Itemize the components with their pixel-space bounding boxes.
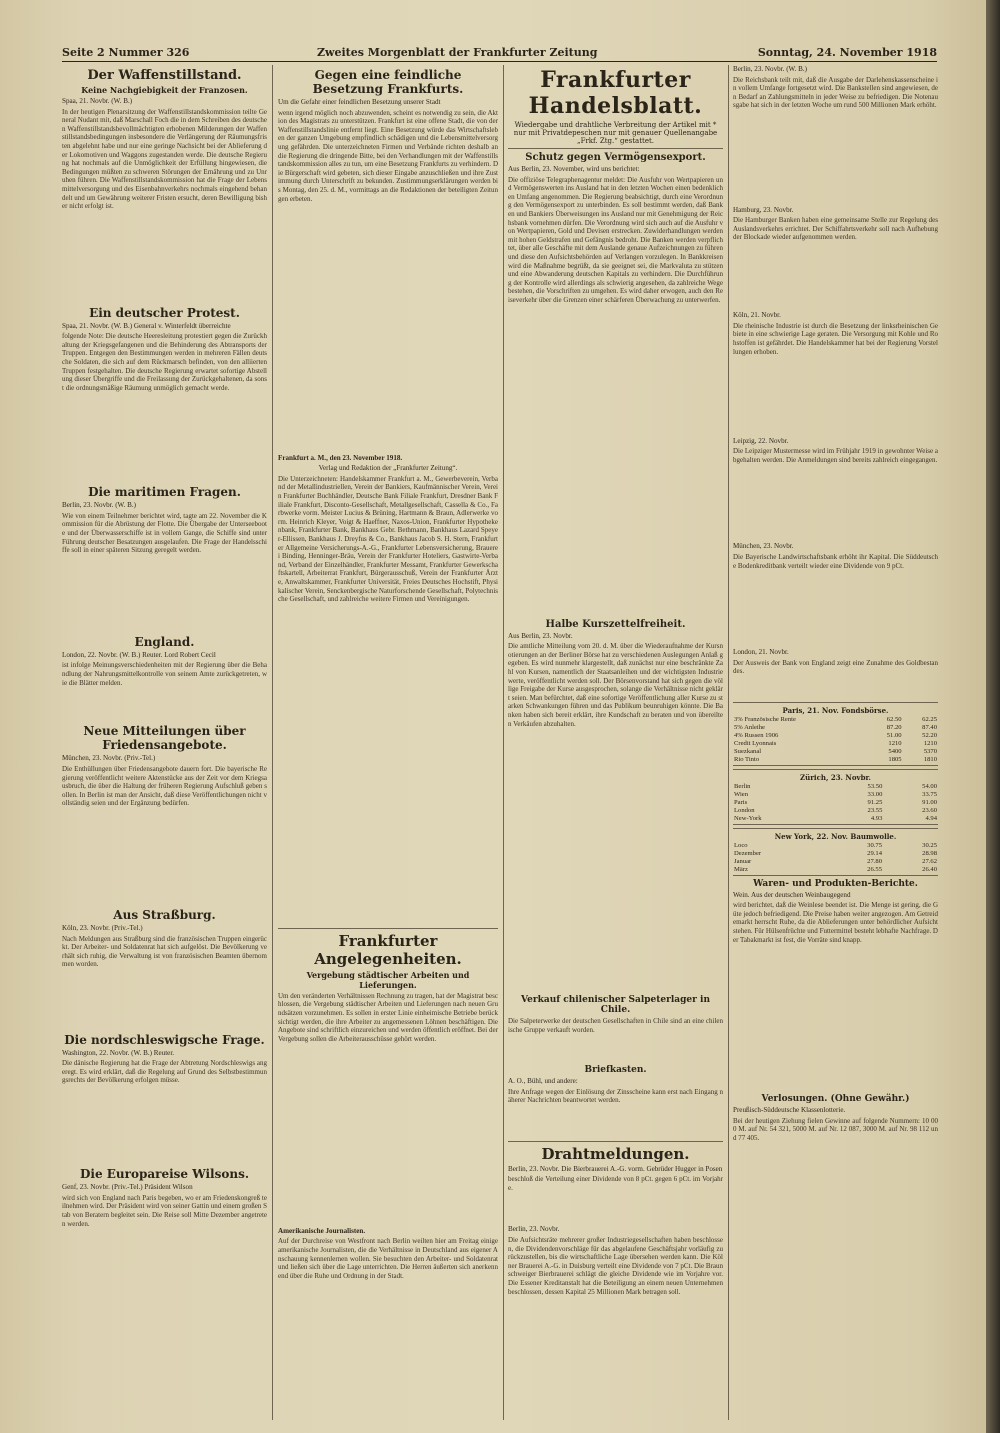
- article-lead: A. O., Bühl, und andere:: [508, 1077, 578, 1086]
- quote-name: Berlin: [734, 782, 751, 790]
- quote-value: 30.25: [922, 841, 937, 849]
- section-divider: [278, 928, 498, 929]
- quote-value: 23.60: [922, 806, 937, 814]
- signatories-list: Die Unterzeichneten: Handelskammer Frankfurt a. M., Gewerbeverein, Verband der Metallindustriellen, Verein der Bankiers, Kaufmännischer Verein, Verein Frankfurter Buchhändler, Deutsche Bank Filiale Frankfurt, Dresdner Bank Filiale Frankfurt, Disconto-Gesellschaft, Metallgesellschaft, Cassella & Co., Farbwerke vorm. Meister Lucius & Brüning, Hartmann & Braun, Adlerwerke vorm. Heinrich Kleyer, Voigt & Haeffner, Naxos-Union, Frankfurter Hypothekenbank, Frankfurter Bank, Bankhaus Gebr. Bethmann, Bankhaus Lazard Speyer-Ellissen, Bankhaus J. Dreyfus & Co., Bankhaus Jacob S. H. Stern, Frankfurter Allgemeine Versicherungs-A.-G., Frankfurter Lebensversicherung, Brauerei Binding, Henninger-Bräu, Verein der Frankfurter Hoteliers, Gastwirte-Verband, Verband der Einzelhändler, Frankfurter Messamt, Frankfurter Gewerkschaftskartell, Arbeiterrat Frankfurt, Bürgerausschuß, Verein der Frankfurter Ärzte, Anwaltskammer, Frankfurter Universität, Freies Deutsches Hochstift, Physikalischer Verein, Senckenbergische Naturforschende Gesellschaft, Polytechnische Gesellschaft, und zahlreiche weitere Firmen und Vereinigungen.: [278, 474, 498, 604]
- article-body: Die offiziöse Telegraphenagentur meldet: Die Ausfuhr von Wertpapieren und Vermögenswerten ins Ausland hat in den letzten Wochen einen bedenklichen Umfang angenommen. Die Regierung beabsichtigt, durch eine Verordnung den Vermögensexport zu unterbinden. Es soll bestimmt werden, daß Banken und Bankiers Überweisungen ins Ausland nur mit Genehmigung der Reichsbank vornehmen dürfen. Die Verordnung wird sich auch auf die Ausfuhr von Wertpapieren, Gold und Devisen erstrecken. Zuwiderhandlungen werden mit hohen Geldstrafen und Gefängnis bedroht. Die Banken werden verpflichtet, über alle Geschäfte mit dem Auslande genaue Aufzeichnungen zu führen und diese den Aufsichtsbehörden auf Verlangen vorzulegen. In Bankkreisen wird die Maßnahme begrüßt, da sie geeignet sei, die Markvaluta zu stützen und eine Abwanderung deutschen Kapitals zu verhindern. Die Durchführung der Kontrolle wird allerdings als schwierig angesehen, da zahlreiche Wege bestehen, die Vorschriften zu umgehen. Es wird daher erwogen, auch den Reiseverkehr über die Grenzen einer schärferen Überwachung zu unterwerfen.: [508, 175, 723, 304]
- quote-value: 29.14: [867, 849, 882, 857]
- headline-peace-offers: Neue Mitteilungen über Friedensangebote.: [83, 724, 246, 753]
- table-row: [733, 850, 938, 858]
- quote-value: 1810: [923, 755, 937, 763]
- table-row: [733, 783, 938, 791]
- article-body: Die Aufsichtsräte mehrerer großer Industriegesellschaften haben beschlossen, die Dividendenvorschläge für das abgelaufene Geschäftsjahr vorläufig zurückzustellen, bis die wirtschaftliche Lage übersehen werden kann. Die Kölner Brauerei A.-G. in Duisburg verteilt eine Dividende von 7 pCt. Die Braunschweiger Bierbrauerei schlägt die gleiche Dividende wie im Vorjahre vor. Die Essener Kreditanstalt hat die Beteiligung an einem neuen Unternehmen beschlossen, dessen Kapital 25 Millionen Mark betragen soll.: [508, 1235, 723, 1296]
- column-2: [278, 65, 498, 1420]
- article-lead: Genf, 23. Novbr. (Priv.-Tel.) Präsident Wilson: [62, 1183, 193, 1192]
- quotes-table: [733, 716, 938, 764]
- article-body: Nach Meldungen aus Straßburg sind die französischen Truppen eingerückt. Der Arbeiter- und Soldatenrat hat sich aufgelöst. Die Bevölkerung verhält sich ruhig, die Verwaltung ist von französischen Beamten übernommen worden.: [62, 934, 267, 969]
- table-row: [733, 716, 938, 724]
- article-body: Wie von einem Teilnehmer berichtet wird, tagte am 22. November die Kommission für die Abrüstung der Flotte. Die Übergabe der Unterseeboote und der Überwasserschiffe ist in vollem Gange, die Schiffe sind unter Führung deutscher Besatzungen ausgelaufen. Die Frage der Handelsschiffe soll in einer späteren Sitzung geregelt werden.: [62, 511, 267, 555]
- quote-value: 53.50: [867, 782, 883, 790]
- quote-value: 1805: [888, 755, 902, 763]
- article-body: ist infolge Meinungsverschiedenheiten mit der Regierung über die Behandlung der Nahrungsmittelkontrolle von seinem Amte zurückgetreten, wie die Blätter melden.: [62, 661, 267, 687]
- article-body: Die dänische Regierung hat die Frage der Abtretung Nordschleswigs angeregt. Es wird erklärt, daß die Regelung auf Grund des Selbstbestimmungsrechts der Bevölkerung erfolgen müsse.: [62, 1059, 267, 1085]
- column-rule: [728, 65, 729, 1420]
- headline-schleswig: Die nordschleswigsche Frage.: [64, 1032, 265, 1047]
- article-body: Die Bayerische Landwirtschaftsbank erhöht ihr Kapital. Die Süddeutsche Bodenkreditbank verteilt wieder eine Dividende von 9 pCt.: [733, 552, 938, 570]
- quote-value: 5400: [888, 747, 902, 755]
- article-lead: Aus Berlin, 23. November, wird uns berichtet:: [508, 165, 640, 173]
- subheadline: Keine Nachgiebigkeit der Franzosen.: [81, 85, 248, 95]
- article-lead: Berlin, 23. Novbr. (W. B.): [733, 65, 808, 73]
- masthead-handelsblatt: Frankfurter Handelsblatt.: [528, 67, 703, 119]
- quote-value: 52.20: [922, 731, 937, 739]
- article-lead: Leipzig, 22. Novbr.: [733, 436, 789, 445]
- quote-value: 26.40: [922, 865, 937, 873]
- quote-name: März: [734, 865, 748, 873]
- table-row: [733, 748, 938, 756]
- masthead-note: Wiedergabe und drahtliche Verbreitung der Artikel mit * nur mit Privatdepeschen nur mit genauer Quellenangabe „Frkf. Ztg.“ gestattet.: [513, 121, 718, 145]
- article-lead: München, 23. Novbr. (Priv.-Tel.): [62, 754, 156, 763]
- table-row: [733, 791, 938, 799]
- article-lead: Wein. Aus der deutschen Weinbaugegend: [733, 890, 851, 899]
- table-row: [733, 815, 938, 823]
- quote-value: 91.00: [922, 798, 937, 806]
- article-body: wird sich von England nach Paris begeben, wo er am Friedenskongreß teilnehmen wird. Der Präsident wird von seiner Gattin und einem großen Stab von Beratern begleitet sein. Die Reise soll Mitte Dezember angetreten werden.: [62, 1193, 267, 1228]
- binding-gutter: [986, 0, 1000, 1433]
- column-rule: [272, 65, 273, 1420]
- headline-lotteries: Verlosungen. (Ohne Gewähr.): [761, 1094, 910, 1105]
- quote-name: London: [734, 806, 755, 814]
- headline-england: England.: [134, 634, 195, 649]
- table-row: [733, 799, 938, 807]
- article-lead: Spaa, 21. Novbr. (W. B.) General v. Winterfeldt überreichte: [62, 321, 231, 330]
- headline-saltpeter: Verkauf chilenischer Salpeterlager in Chile.: [521, 995, 710, 1016]
- quote-value: 91.25: [867, 798, 883, 806]
- page-header: [62, 45, 937, 62]
- quote-name: 4% Russen 1906: [734, 731, 779, 739]
- quote-value: 87.20: [886, 723, 902, 731]
- quote-name: Rio Tinto: [734, 755, 760, 763]
- column-rule: [503, 65, 504, 1420]
- quote-value: 5370: [923, 747, 937, 755]
- headline-mailbox: Briefkasten.: [584, 1065, 647, 1076]
- quote-name: Wien: [734, 790, 749, 798]
- quote-value: 62.50: [886, 715, 902, 723]
- article-body: wenn irgend möglich noch abzuwenden, scheint es notwendig zu sein, die Aktion des Magistrats zu unterstützen. Frankfurt ist eine offene Stadt, die von der Waffenstillstandslinie entfernt liegt. Eine Besetzung würde das Wirtschaftsleben der ganzen Umgebung empfindlich schädigen und die Lebensmittelversorgung gefährden. Die unterzeichneten Firmen und Verbände richten deshalb an die Regierung die dringende Bitte, bei den Verhandlungen mit der Waffenstillstandskommission alles zu tun, um eine Besetzung Frankfurts zu verhindern. Die Bürgerschaft wird gebeten, sich dieser Eingabe anzuschließen und ihre Zustimmung durch Unterschrift zu bekunden. Zustimmungserklärungen werden bis Montag, den 25. d. M., vormittags an die Redaktionen der beteiligten Zeitungen erbeten.: [278, 108, 498, 203]
- quote-value: 4.94: [925, 814, 937, 822]
- table-title: Paris, 21. Nov. Fondsbörse.: [782, 705, 889, 715]
- column-1: [62, 65, 267, 1420]
- quote-name: Januar: [734, 857, 752, 865]
- table-title: New York, 22. Nov. Baumwolle.: [774, 831, 897, 841]
- article-lead: Berlin, 23. Novbr. (W. B.): [62, 501, 137, 510]
- article-lead: Berlin, 23. Novbr. Die Bierbrauerei A.-G. vorm. Gebrüder Hugger in Posen: [508, 1164, 723, 1173]
- table-row: [733, 740, 938, 748]
- quote-value: 62.25: [922, 715, 937, 723]
- quote-value: 51.00: [886, 731, 902, 739]
- article-body: Die amtliche Mitteilung vom 20. d. M. über die Wiederaufnahme der Kursnotierungen an der Berliner Börse hat zu verschiedenen Auslegungen Anlaß gegeben. Es wird nunmehr klargestellt, daß zunächst nur eine beschränkte Zahl von Kursen, namentlich der Staatsanleihen und der wichtigsten Industriewerte, veröffentlicht werden soll. Der Börsenvorstand hat sich gegen die völlige Freigabe der Kurse ausgesprochen, solange die Verhältnisse nicht geklärt seien. Man befürchtet, daß eine sofortige Veröffentlichung aller Kurse zu starken Schwankungen führen und das Publikum beunruhigen könnte. Die Banken haben sich bereit erklärt, ihre Kundschaft zu beraten und von übereilten Verkäufen abzuhalten.: [508, 642, 723, 728]
- headline-armistice: Der Waffenstillstand.: [87, 68, 242, 83]
- headline-capital-flight: Schutz gegen Vermögensexport.: [525, 152, 706, 163]
- table-row: [733, 807, 938, 815]
- quote-name: Loco: [734, 841, 748, 849]
- headline-local-affairs: Frankfurter Angelegenheiten.: [314, 931, 462, 968]
- quote-value: 26.55: [867, 865, 882, 873]
- quote-value: 33.00: [867, 790, 883, 798]
- header-paper-title: Zweites Morgenblatt der Frankfurter Zeitung: [317, 46, 598, 59]
- quotes-table: [733, 783, 938, 823]
- quote-name: Dezember: [734, 849, 762, 857]
- article-lead: Berlin, 23. Novbr.: [508, 1225, 560, 1234]
- quote-name: 3% Französische Rente: [734, 715, 796, 723]
- article-lead: Aus Berlin, 23. Novbr.: [508, 631, 573, 640]
- article-body: Die Enthüllungen über Friedensangebote dauern fort. Die bayerische Regierung veröffentlicht weitere Aktenstücke aus der Zeit vor dem Kriegsausbruch, die über die Haltung der früheren Regierung Aufschluß geben sollen. In Berlin ist man der Ansicht, daß diese Veröffentlichungen nicht vollständig seien und der Ergänzung bedürfen.: [62, 764, 267, 808]
- article-lead: Um die Gefahr einer feindlichen Besetzung unserer Stadt: [278, 98, 441, 106]
- article-lead: München, 23. Novbr.: [733, 542, 794, 551]
- headline-strassburg: Aus Straßburg.: [113, 907, 216, 922]
- dateline: Frankfurt a. M., den 23. November 1918.: [278, 453, 403, 462]
- article-body: Bei der heutigen Ziehung fielen Gewinne auf folgende Nummern: 10 000 M. auf Nr. 54 321, 5000 M. auf Nr. 12 087, 3000 M. auf Nr. 98 112 und 77 405.: [733, 1116, 938, 1142]
- headline-quotations: Halbe Kurszettelfreiheit.: [545, 618, 686, 630]
- quote-name: Suezkanal: [734, 747, 762, 755]
- headline-protest: Ein deutscher Protest.: [89, 305, 240, 320]
- quote-value: 33.75: [922, 790, 937, 798]
- table-row: [733, 858, 938, 866]
- column-4: [733, 65, 938, 1420]
- quote-value: 27.80: [867, 857, 882, 865]
- article-body: Die Reichsbank teilt mit, daß die Ausgabe der Darlehenskassenscheine in vollem Umfange fortgesetzt wird. Die Bankstellen sind angewiesen, den Bedarf an Zahlungsmitteln in jeder Weise zu befriedigen. Die Notenausgabe hat sich in der letzten Woche um rund 500 Millionen Mark erhöht.: [733, 75, 938, 110]
- article-lead: London, 22. Novbr. (W. B.) Reuter. Lord Robert Cecil: [62, 650, 216, 659]
- article-body: Auf der Durchreise von Westfront nach Berlin weilten hier am Freitag einige amerikanische Journalisten, die die Verhältnisse in Deutschland aus eigener Anschauung kennenlernen wollen. Sie besuchten den Arbeiter- und Soldatenrat und ließen sich über die Lage unterrichten. Die Herren äußerten sich anerkennend über die Ruhe und Ordnung in der Stadt.: [278, 1237, 498, 1280]
- article-body: Um den veränderten Verhältnissen Rechnung zu tragen, hat der Magistrat beschlossen, die Vergebung städtischer Arbeiten und Lieferungen nach neuen Grundsätzen vorzunehmen. Es sollen in erster Linie einheimische Betriebe berücksichtigt werden, die ihre Arbeiter zu angemessenen Löhnen beschäftigen. Die Angebote sind schriftlich einzureichen und werden öffentlich eröffnet. Bei der Vergebung sollen die Arbeiterausschüsse gehört werden.: [278, 991, 498, 1043]
- quote-value: 28.98: [922, 849, 937, 857]
- article-body: Ihre Anfrage wegen der Einlösung der Zinsscheine kann erst nach Eingang näherer Nachrichten beantwortet werden.: [508, 1087, 723, 1105]
- table-row: [733, 724, 938, 732]
- article-body: wird berichtet, daß die Weinlese beendet ist. Die Menge ist gering, die Güte jedoch befriedigend. Die Preise haben weiter angezogen. Am Getreidemarkt herrscht Ruhe, da die Ablieferungen unter behördlicher Aufsicht stehen. Für Hülsenfrüchte und Futtermittel besteht lebhafte Nachfrage. Der Tabakmarkt ist fest, die Vorräte sind knapp.: [733, 901, 938, 944]
- subheadline: Vergebung städtischer Arbeiten und Lieferungen.: [306, 969, 470, 990]
- market-table-newyork: [733, 828, 938, 876]
- market-table-zurich: [733, 769, 938, 825]
- quote-value: 54.00: [922, 782, 937, 790]
- quote-value: 4.93: [870, 814, 883, 822]
- headline-telegrams: Drahtmeldungen.: [541, 1144, 690, 1163]
- article-body: folgende Note: Die deutsche Heeresleitung protestiert gegen die Zurückhaltung der Kriegsgefangenen und die Behinderung des Abtransports der Truppen. Entgegen den Bestimmungen werden in mehreren Fällen deutsche Soldaten, die sich auf dem Rückmarsch befinden, von den alliierten Truppen festgehalten. Die deutsche Regierung erwartet sofortige Abstellung dieser Übergriffe und die Freilassung der Zurückgehaltenen, da sonst die ordnungsmäßige Räumung unmöglich gemacht werde.: [62, 332, 267, 392]
- article-lead: London, 21. Novbr.: [733, 647, 789, 656]
- headline-occupation: Gegen eine feindliche Besetzung Frankfurts.: [312, 68, 464, 96]
- quote-value: 1210: [923, 739, 937, 747]
- headline-maritime: Die maritimen Fragen.: [88, 485, 241, 500]
- table-row: [733, 756, 938, 764]
- quote-value: 27.62: [922, 857, 937, 865]
- quote-name: 5% Anleihe: [734, 723, 765, 731]
- table-row: [733, 842, 938, 850]
- article-lead: Köln, 21. Novbr.: [733, 311, 781, 320]
- quote-name: Paris: [734, 798, 748, 806]
- market-table-paris: [733, 702, 938, 766]
- quotes-table: [733, 842, 938, 874]
- quote-value: 30.75: [867, 841, 882, 849]
- article-lead: Hamburg, 23. Novbr.: [733, 205, 794, 214]
- column-3: [508, 65, 723, 1420]
- article-lead: Amerikanische Journalisten.: [278, 1226, 366, 1235]
- headline-commodities: Waren- und Produkten-Berichte.: [753, 878, 918, 889]
- article-body: Die Salpeterwerke der deutschen Gesellschaften in Chile sind an eine chilenische Gruppe verkauft worden.: [508, 1017, 723, 1034]
- header-page-number: Seite 2 Nummer 326: [62, 46, 190, 59]
- section-divider: [508, 148, 723, 149]
- article-lead: Spaa, 21. Novbr. (W. B.): [62, 97, 133, 105]
- table-row: [733, 732, 938, 740]
- article-body: Die Hamburger Banken haben eine gemeinsame Stelle zur Regelung des Auslandsverkehrs errichtet. Der Schiffahrtsverkehr soll nach Aufhebung der Blockade wieder aufgenommen werden.: [733, 216, 938, 242]
- quote-value: 87.40: [922, 723, 937, 731]
- article-body: Die rheinische Industrie ist durch die Besetzung der linksrheinischen Gebiete in eine schwierige Lage geraten. Die Versorgung mit Kohle und Rohstoffen ist gefährdet. Die Handelskammer hat bei der Regierung Vorstellungen erhoben.: [733, 321, 938, 356]
- publisher-line: Verlag und Redaktion der „Frankfurter Zeitung“.: [318, 464, 458, 473]
- section-divider: [508, 1141, 723, 1142]
- quote-name: New-York: [734, 814, 762, 822]
- headline-wilson: Die Europareise Wilsons.: [79, 1167, 250, 1182]
- quote-name: Credit Lyonnais: [734, 739, 777, 747]
- article-body: Der Ausweis der Bank von England zeigt eine Zunahme des Goldbestandes.: [733, 658, 938, 676]
- article-lead: Köln, 23. Novbr. (Priv.-Tel.): [62, 923, 143, 932]
- article-body: In der heutigen Plenarsitzung der Waffenstillstandskommission teilte General Nudant mit, daß Marschall Foch die in dem Schreiben des deutschen Waffenstillstandsbevollmächtigten erhobenen Milderungen der Waffenstillstandsbedingungen insbesondere die Verlängerung der Räumungsfristen abgelehnt habe und nur eine geringe Nachsicht bei der Ablieferung der Lokomotiven und Waggons zugestanden werde. Die deutsche Regierung hat nochmals auf die Unmöglichkeit der Erfüllung hingewiesen, die Bedingungen müßten zu schweren Störungen der Ernährung und zu Unruhen führen. Die Waffenstillstandskommission hat die Frage der Lebensmittelversorgung und des Eisenbahnverkehrs nochmals eingehend behandelt und um Gewährung weiterer Fristen ersucht, deren Bewilligung bisher nicht erfolgt ist.: [62, 107, 267, 211]
- article-lead: Washington, 22. Novbr. (W. B.) Reuter.: [62, 1048, 175, 1057]
- article-body: Die Leipziger Mustermesse wird im Frühjahr 1919 in gewohnter Weise abgehalten werden. Die Anmeldungen sind bereits zahlreich eingegangen.: [733, 447, 938, 464]
- header-date: Sonntag, 24. November 1918: [757, 46, 937, 59]
- quote-value: 1210: [888, 739, 902, 747]
- quote-value: 23.55: [867, 806, 883, 814]
- table-row: [733, 866, 938, 874]
- article-lead: Preußisch-Süddeutsche Klassenlotterie.: [733, 1106, 846, 1115]
- table-title: Zürich, 23. Novbr.: [800, 772, 871, 782]
- article-body: beschloß die Verteilung einer Dividende von 8 pCt. gegen 6 pCt. im Vorjahre.: [508, 1175, 723, 1192]
